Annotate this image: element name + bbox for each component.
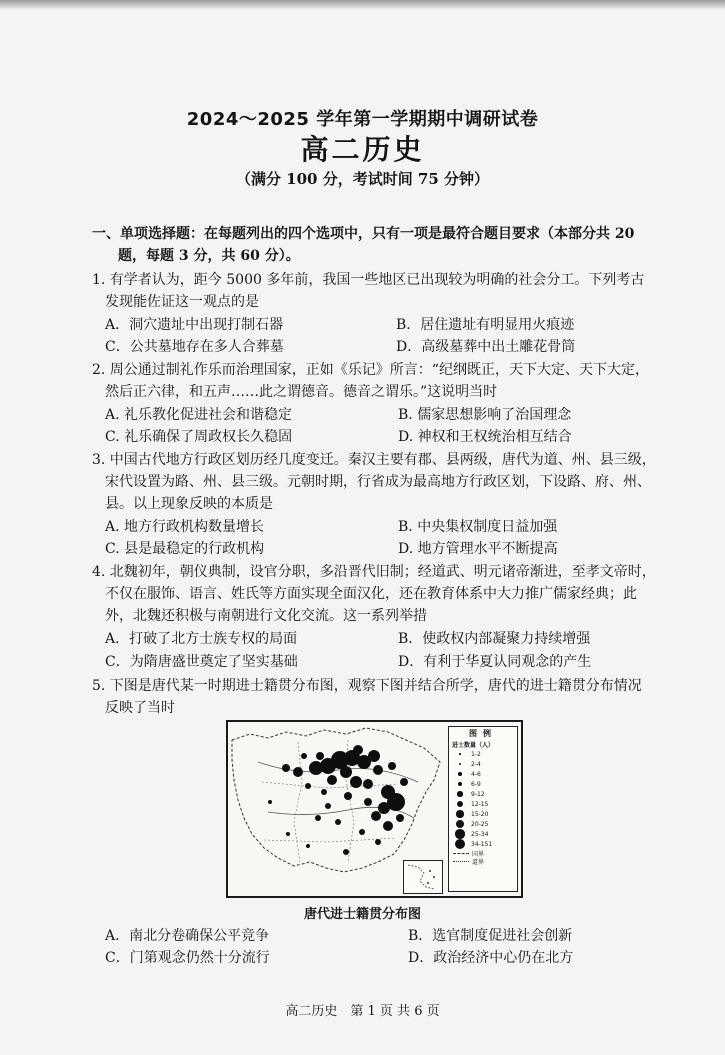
legend-dot xyxy=(458,782,462,786)
question-4-stem-cont-2: 外，北魏还积极与南朝进行文化交流。这一系列举措 xyxy=(105,608,427,624)
question-2-option-c: C. 礼乐确保了周政权长久稳固 xyxy=(105,429,293,445)
question-4-stem-cont: 不仅在服饰、语言、姓氏等方面实现全面汉化，还在教育体系中大力推广儒家经典；此 xyxy=(105,586,637,602)
map-dot xyxy=(327,775,337,785)
legend-dot xyxy=(459,753,461,755)
legend-row xyxy=(449,829,517,839)
legend-dot xyxy=(456,820,464,828)
question-3-option-b: B. 中央集权制度日益加强 xyxy=(398,519,558,535)
question-3-stem: 3. 中国古代地方行政区划历经几度变迁。秦汉主要有郡、县两级，唐代为道、州、县三级， xyxy=(92,452,656,468)
section-heading: 一、单项选择题：在每题列出的四个选项中，只有一项是最符合题目要求（本部分共 20 xyxy=(92,226,635,242)
legend-row xyxy=(449,759,517,769)
map-dot xyxy=(315,815,321,821)
map-dot xyxy=(388,762,396,770)
question-5-option-b: B．选官制度促进社会创新 xyxy=(408,928,573,944)
question-4-stem: 4. 北魏初年，朝仪典制，设官分职，多沿晋代旧制；经道武、明元诸帝渐进，至孝文帝时， xyxy=(92,564,656,580)
question-5-option-c: C．门第观念仍然十分流行 xyxy=(105,950,270,966)
question-2-option-d: D. 神权和王权统治相互结合 xyxy=(398,429,572,445)
legend-row xyxy=(449,789,517,799)
map-dot xyxy=(378,802,390,814)
legend-row xyxy=(449,809,517,819)
question-1-option-c: C．公共墓地存在多人合葬墓 xyxy=(105,339,284,355)
legend-dot xyxy=(455,839,465,849)
map-dot xyxy=(309,761,323,775)
legend-line-border: 国界 xyxy=(453,849,517,857)
legend-label: 6-9 xyxy=(471,780,481,788)
question-2-stem-cont: 然后正六律，和五声……此之谓德音。德音之谓乐。”这说明当时 xyxy=(105,384,498,400)
map-dot xyxy=(325,803,331,809)
legend-label: 15-20 xyxy=(471,810,489,818)
legend-label: 1-2 xyxy=(471,750,481,758)
legend-row xyxy=(449,799,517,809)
question-3-stem-cont-2: 县。以上现象反映的本质是 xyxy=(105,496,273,512)
legend-label: 20-25 xyxy=(471,820,489,828)
map-dot xyxy=(371,811,381,821)
map-dot xyxy=(368,750,380,762)
question-5-stem-cont: 反映了当时 xyxy=(105,700,175,716)
map-dot xyxy=(400,778,408,786)
question-1-option-d: D．高级墓葬中出土雕花骨筒 xyxy=(396,339,576,355)
map-dot xyxy=(305,783,311,789)
question-4-option-a: A．打破了北方士族专权的局面 xyxy=(105,631,298,647)
map-dot xyxy=(321,789,327,795)
scan-top-edge xyxy=(0,0,725,10)
map-dot xyxy=(306,844,310,848)
jinshi-distribution-map xyxy=(226,720,523,898)
legend-row xyxy=(449,819,517,829)
legend-dot xyxy=(458,772,461,775)
legend-dot xyxy=(455,829,464,838)
legend-label: 4-6 xyxy=(471,770,481,778)
question-4-option-d: D．有利于华夏认同观念的产生 xyxy=(398,654,592,670)
map-dot xyxy=(375,839,381,845)
map-dot xyxy=(282,764,290,772)
question-4-option-c: C．为隋唐盛世奠定了坚实基础 xyxy=(105,654,298,670)
south-sea-inset xyxy=(403,860,443,894)
legend-label: 9-12 xyxy=(471,790,485,798)
exam-title: 2024～2025 学年第一学期期中调研试卷 xyxy=(186,109,539,130)
map-dot xyxy=(373,765,383,775)
map-dot xyxy=(359,829,365,835)
map-dot xyxy=(383,821,393,831)
question-5-stem: 5. 下图是唐代某一时期进士籍贯分布图，观察下图并结合所学，唐代的进士籍贯分布情况 xyxy=(92,678,642,694)
question-2-option-b: B. 儒家思想影响了治国理念 xyxy=(398,407,572,423)
question-5-option-a: A．南北分卷确保公平竞争 xyxy=(105,928,270,944)
question-1-option-a: A．洞穴遗址中出现打制石器 xyxy=(105,317,284,333)
map-caption: 唐代进士籍贯分布图 xyxy=(303,907,421,922)
map-dot xyxy=(286,832,290,836)
legend-label: 25-34 xyxy=(471,830,489,838)
map-dot xyxy=(293,767,303,777)
question-3-option-c: C. 县是最稳定的行政机构 xyxy=(105,541,265,557)
map-dot xyxy=(301,753,307,759)
section-heading-cont: 题，每题 3 分，共 60 分）。 xyxy=(118,248,300,264)
legend-dot xyxy=(457,791,462,796)
legend-heading: 进士数量（人） xyxy=(452,742,495,749)
subject-title: 高二历史 xyxy=(300,133,425,166)
legend-dot xyxy=(459,763,461,765)
map-dot xyxy=(335,819,341,825)
map-dot xyxy=(350,776,362,788)
map-dot xyxy=(268,800,272,804)
question-1-stem: 1. 有学者认为，距今 5000 多年前，我国一些地区已出现较为明确的社会分工。下列考古 xyxy=(92,272,645,288)
question-2-stem: 2. 周公通过制礼作乐而治理国家，正如《乐记》所言：“纪纲既正，天下大定、天下大定， xyxy=(92,362,649,378)
map-dot xyxy=(340,766,352,778)
legend-dot xyxy=(456,810,463,817)
map-dot xyxy=(343,849,349,855)
question-3-stem-cont: 宋代设置为路、州、县三级。元朝时期，行省成为最高地方行政区划，下设路、府、州、 xyxy=(105,474,651,490)
map-dot xyxy=(353,745,363,755)
legend-row xyxy=(449,749,517,759)
legend-label: 12-15 xyxy=(471,800,489,808)
legend-row xyxy=(449,839,517,849)
question-4-option-b: B．使政权内部凝聚力持续增强 xyxy=(398,631,591,647)
map-dot xyxy=(364,798,372,806)
exam-info: （满分 100 分，考试时间 75 分钟） xyxy=(235,170,490,188)
question-1-option-b: B．居住遗址有明显用火痕迹 xyxy=(396,317,575,333)
map-dot xyxy=(316,752,324,760)
map-dot xyxy=(396,814,404,822)
question-1-stem-cont: 发现能佐证这一观点的是 xyxy=(105,294,259,310)
legend-label: 34-151 xyxy=(471,840,493,848)
legend-row xyxy=(449,769,517,779)
map-dot xyxy=(363,779,373,789)
question-3-option-a: A. 地方行政机构数量增长 xyxy=(105,519,265,535)
question-3-option-d: D. 地方管理水平不断提高 xyxy=(398,541,558,557)
question-5-option-d: D．政治经济中心仍在北方 xyxy=(408,950,574,966)
legend-title: 图例 xyxy=(469,729,497,738)
map-dot xyxy=(344,792,352,800)
legend-line-circuit: 道界 xyxy=(453,857,517,865)
legend-dot xyxy=(457,801,463,807)
legend-row xyxy=(449,779,517,789)
map-legend xyxy=(448,726,518,892)
legend-label: 2-4 xyxy=(471,760,481,768)
page-footer: 高二历史 第 1 页 共 6 页 xyxy=(285,1004,440,1019)
question-2-option-a: A. 礼乐教化促进社会和谐稳定 xyxy=(105,407,293,423)
